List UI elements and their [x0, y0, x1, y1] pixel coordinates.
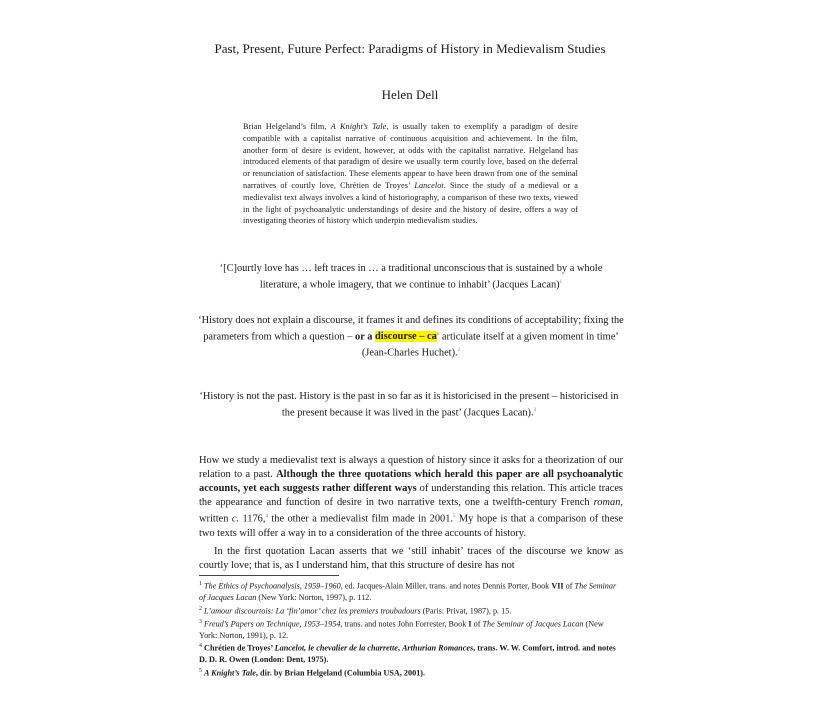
footnote-bold: , dir. by Brian Helgeland (Columbia USA, 2001). [255, 668, 426, 678]
footnote-number: 5 [199, 667, 202, 674]
author-name: Helen Dell [381, 87, 439, 102]
footnote-italic: L’amour discourtois: La ‘fin’amor’ chez les premiers troubadours [204, 606, 421, 616]
quote-text: ‘History does not explain a discourse, it frames it and defines its conditions of acceptability; fixing the parameters from which a question – [198, 315, 624, 343]
footnote-number: 4 [199, 643, 202, 650]
abstract-work-title: Lancelot [414, 180, 444, 190]
abstract-text: , is usually taken to exemplify a paradigm of desire compatible with a capitalist narrative of continuous acquisition and achievement. In the film, another form of desire is evident, however, at odds with the capitalist narrative. Helgeland has introduced elements of that paradigm of desire we usually term courtly love, based on the deferral or renunciation of satisfaction. These elements appear to have been drawn from one of the seminal narratives of courtly love, Chrétien de Troyes’ [243, 122, 579, 190]
footnote-bold: I [468, 619, 472, 629]
highlighted-text: discourse – ca [375, 331, 437, 343]
footnote-text: , ed. Jacques-Alain Miller, trans. and notes Dennis Porter, Book [340, 581, 552, 591]
footnotes [199, 579, 623, 679]
body-text: , written [199, 497, 623, 525]
paper-title: Past, Present, Future Perfect: Paradigms of History in Medievalism Studies [214, 41, 606, 56]
body-bold-text: Although the three quotations which herald this paper are all psychoanalytic accounts, yet each suggests rather different ways [199, 469, 623, 495]
body-text: My hope is that a comparison of these two texts will offer a way in to a consideration of the three accounts of history. [199, 513, 623, 539]
body-text: the other a medievalist film made in 2001. [267, 513, 454, 525]
footnote-bold-italic: Arthurian Romances [401, 643, 474, 653]
footnote-italic: The Seminar of Jacques Lacan [482, 619, 584, 629]
footnote-marker: 1 [559, 279, 563, 285]
footnote-marker: 3 [533, 407, 537, 413]
footnote-bold-italic: A Knight’s Tale [204, 668, 256, 678]
footnote-3 [199, 617, 623, 642]
footnote-italic: The Ethics of Psychoanalysis, 1959–1960 [204, 581, 341, 591]
footnote-text: (Paris: Privat, 1987), p. 15. [420, 606, 512, 616]
quote-small-text: n [436, 331, 440, 337]
abstract-text: . Since the study of a medieval or a medievalist text always involves a kind of historiography, a comparison of these two texts, viewed in the light of psychoanalytic understandings of desire and the history of desire, offers a way of investigating theories of history which underpin medievalism studies. [243, 180, 578, 226]
quote-text: articulate itself at a given moment in time’ (Jean-Charles Huchet). [361, 331, 619, 359]
footnote-text: , trans. and notes John Forrester, Book [340, 619, 469, 629]
footnote-1 [199, 579, 623, 604]
footnote-italic: The Seminar of Jacques Lacan [199, 581, 617, 603]
footnote-number: 2 [199, 605, 202, 612]
body-italic-text: roman [593, 497, 621, 509]
footnote-bold: VII [551, 581, 564, 591]
footnote-marker: 4 [265, 514, 268, 520]
body-italic-text: c. [231, 513, 240, 525]
footnote-number: 1 [199, 581, 202, 587]
abstract-film-title: A Knight’s Tale [330, 122, 387, 131]
body-text: How we study a medievalist text is always a question of history since it asks for a theorization of our relation to a past. [199, 455, 623, 481]
footnote-bold-italic: Lancelot, le chevalier de la charrette [274, 643, 398, 653]
body-text: of understanding this relation. This article traces the appearance and function of desire in two narrative texts, one a twelfth-century French [199, 483, 623, 509]
footnote-italic: Freud’s Papers on Technique, 1953–1954 [204, 619, 341, 629]
quote-bold-text: or a [355, 331, 376, 343]
abstract [243, 121, 578, 227]
footnote-marker: 2 [457, 347, 461, 353]
body-paragraph-1 [199, 454, 623, 541]
footnote-5 [199, 666, 623, 679]
footnote-4 [199, 641, 623, 666]
quote-text: ‘History is not the past. History is the past in so far as it is historicised in the present – historicised in the present because it was lived in the past’ (Jacques Lacan). [199, 391, 619, 419]
quote-text: ‘[C]ourtly love has … left traces in … a traditional unconscious that is sustained by a whole literature, a whole imagery, that we continue to inhabit’ (Jacques Lacan) [219, 263, 603, 291]
footnote-divider [199, 575, 339, 576]
footnote-text: of [471, 619, 483, 629]
footnote-bold: Chrétien de Troyes’ [204, 643, 275, 653]
epigraph-quote-lacan-2 [195, 390, 623, 420]
footnote-text: (New York: Norton, 1997), p. 112. [256, 593, 372, 603]
abstract-text: Brian Helgeland’s film, [243, 122, 331, 131]
footnote-text: (New York: Norton, 1991), p. 12. [199, 619, 604, 640]
epigraph-quote-lacan-1 [205, 262, 617, 292]
footnote-2 [199, 604, 623, 617]
footnote-bold: , [397, 643, 402, 653]
body-paragraph-2: In the first quotation Lacan asserts that we ‘still inhabit’ traces of the discourse we know as courtly love; that is, as I understand him, that this structure of desire has not [199, 546, 623, 572]
footnote-number: 3 [199, 618, 202, 625]
epigraph-quote-huchet [190, 314, 632, 360]
footnote-marker: 5 [453, 514, 456, 520]
footnote-text: of [563, 581, 575, 591]
footnote-bold: , trans. W. W. Comfort, introd. and notes D. D. R. Owen (London: Dent, 1975). [199, 643, 616, 665]
body-text: 1176, [239, 513, 266, 525]
